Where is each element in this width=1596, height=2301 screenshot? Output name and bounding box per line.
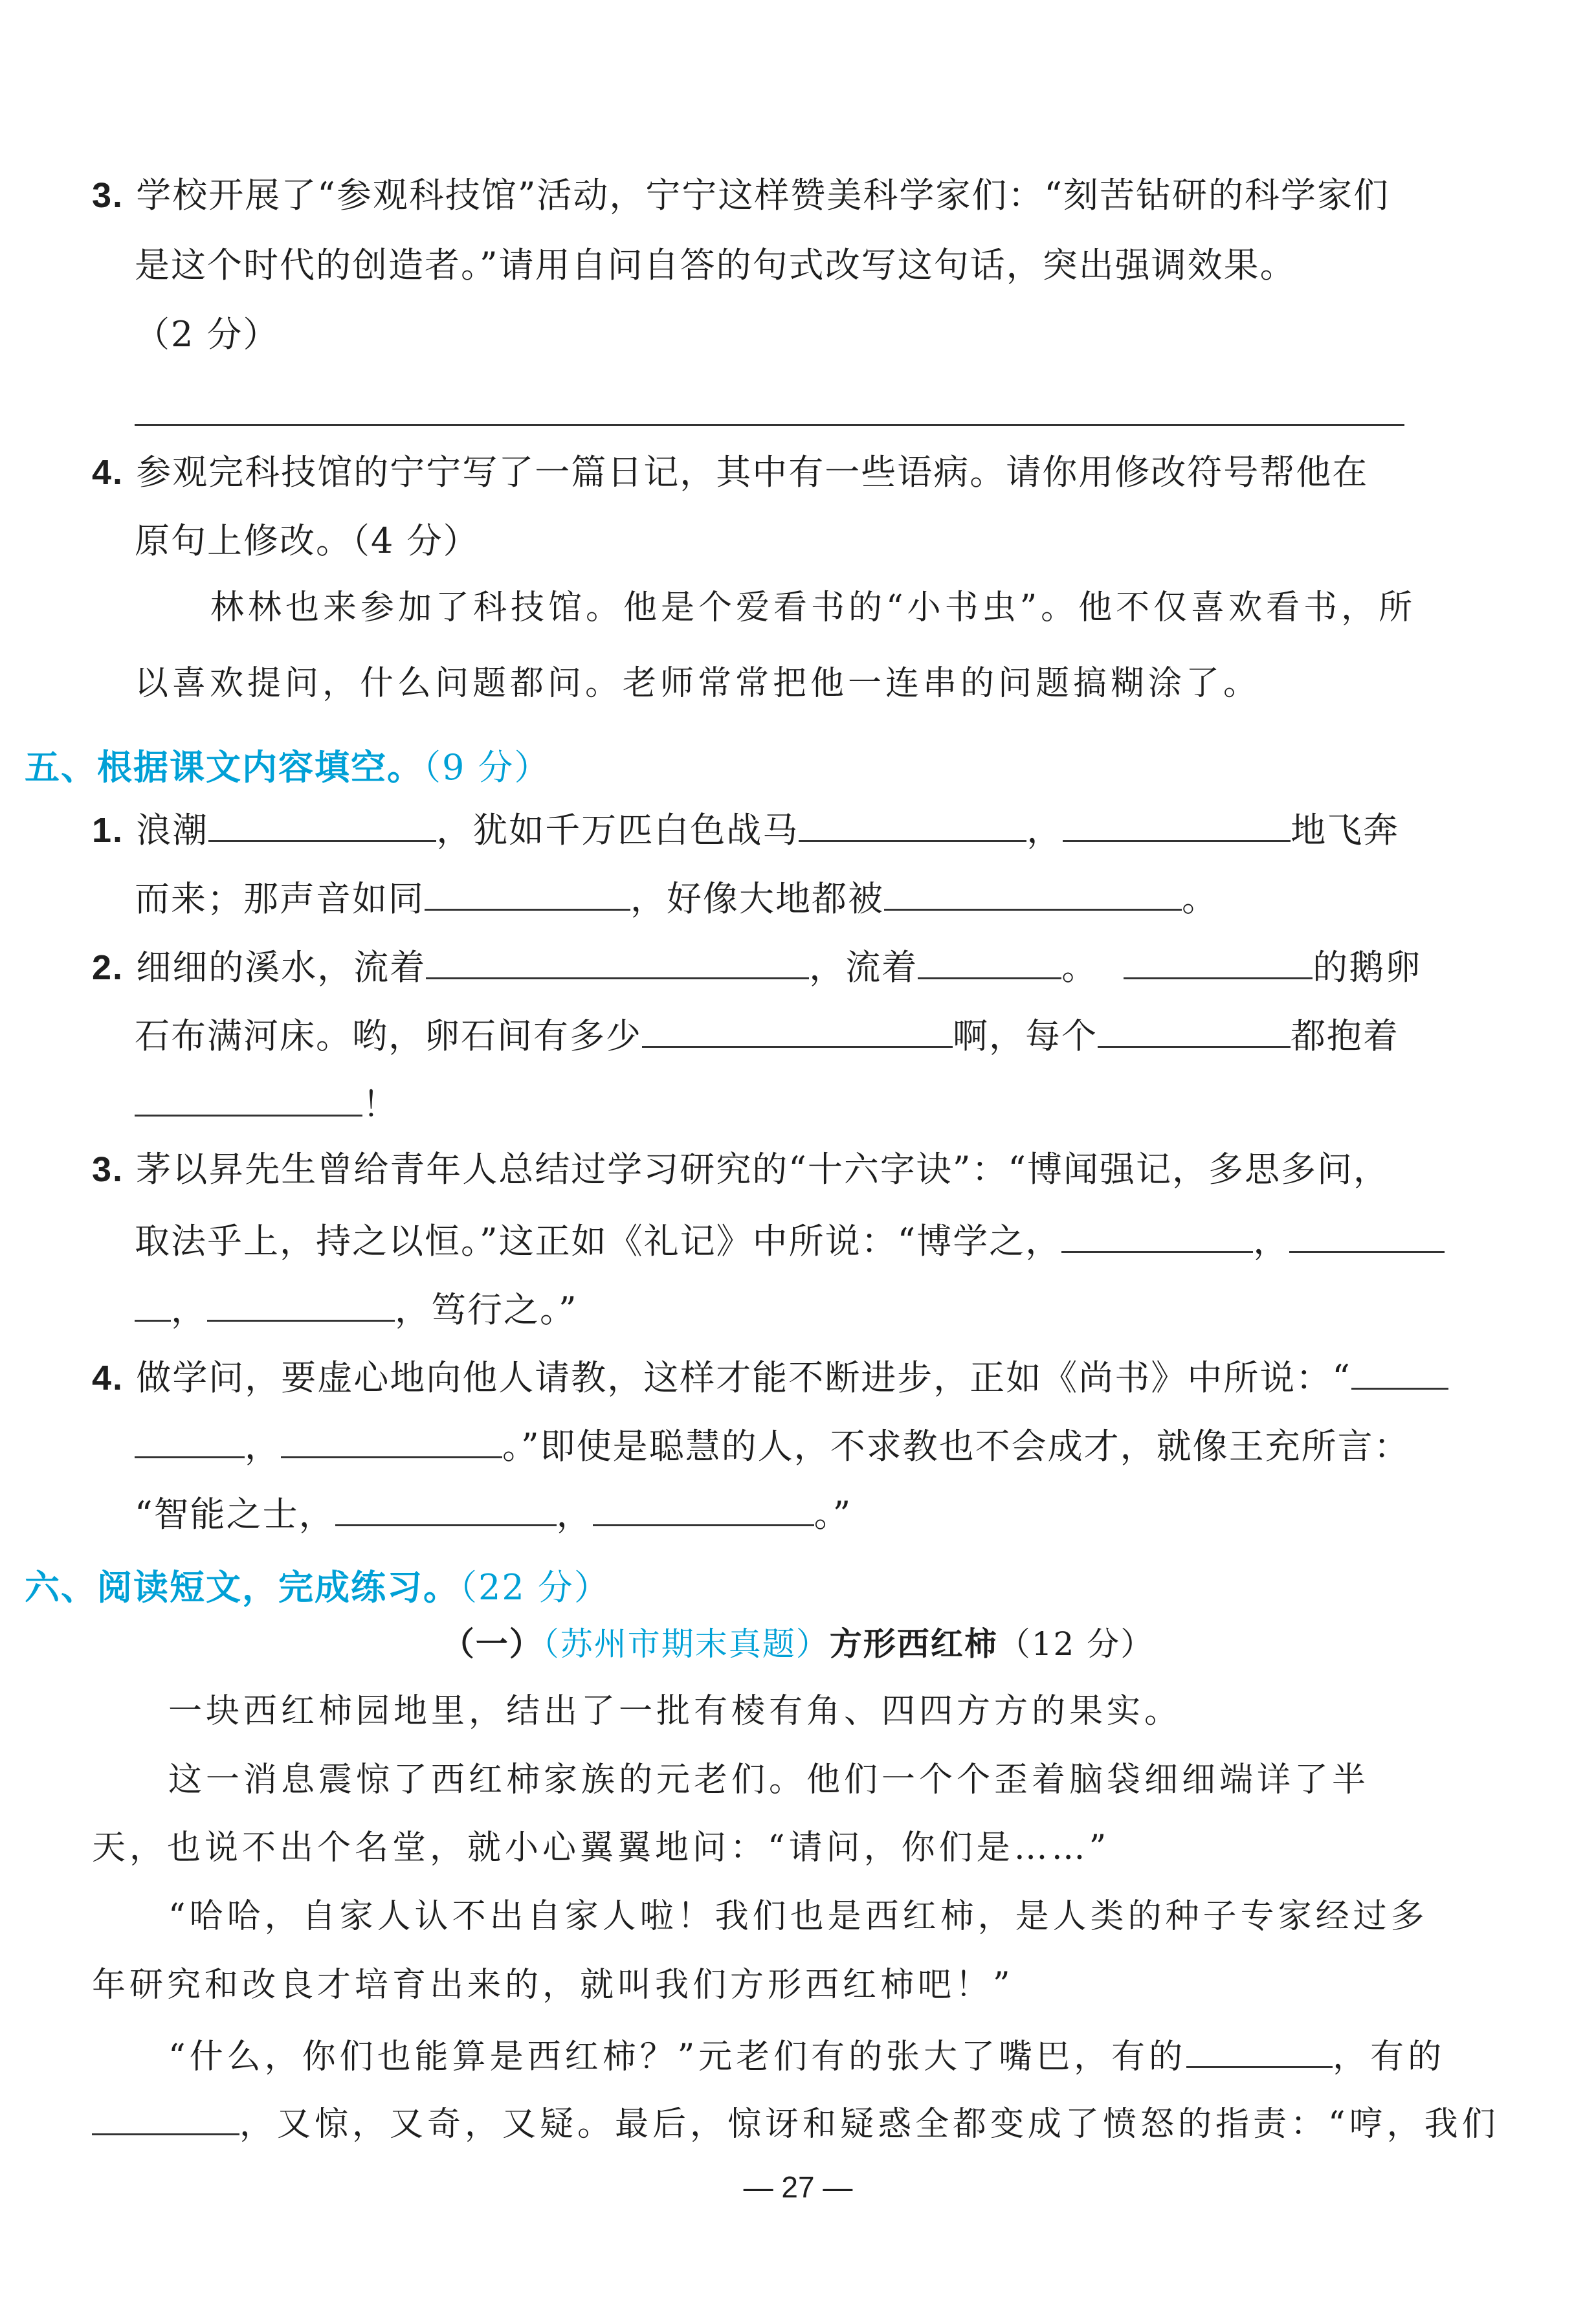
fill-blank[interactable]: [642, 1014, 953, 1048]
text: 取法乎上，持之以恒。”这正如《礼记》中所说：“博学之，: [135, 1221, 1062, 1262]
text: ，: [245, 1426, 281, 1467]
fill-q4-line-1: [92, 1355, 1448, 1397]
fill-blank[interactable]: [1063, 808, 1291, 842]
fill-blank[interactable]: [92, 2101, 239, 2135]
question-number: 3.: [92, 176, 124, 215]
text: ，流着: [809, 947, 918, 988]
section-points: （9 分）: [423, 747, 551, 788]
fill-q3-line-1: [92, 1150, 1390, 1189]
text: 。: [1182, 878, 1218, 919]
text: 都抱着: [1291, 1016, 1399, 1056]
question-4-line-2: 原句上修改。（4 分）: [135, 520, 480, 561]
diary-line-2: 以喜欢提问，什么问题都问。老师常常把他一连串的问题搞糊涂了。: [135, 664, 1261, 703]
passage-source: （苏州市期末真题）: [542, 1625, 830, 1663]
fill-blank[interactable]: [207, 1287, 395, 1322]
fill-blank[interactable]: [1061, 1219, 1253, 1253]
fill-blank[interactable]: [426, 945, 809, 979]
answer-line[interactable]: [135, 424, 1404, 426]
text: ，犹如千万匹白色战马: [436, 810, 799, 850]
text: “什么，你们也能算是西红柿？”元老们有的张大了嘴巴，有的: [168, 2038, 1187, 2076]
fill-q3-line-3: [135, 1287, 578, 1329]
text: 。”即使是聪慧的人，不求教也不会成才，就像王充所言：: [502, 1426, 1410, 1467]
passage-title: 方形西红柿: [829, 1625, 998, 1663]
passage-paragraph-2-line-2: 天，也说不出个名堂，就小心翼翼地问：“请问，你们是……”: [92, 1829, 1111, 1867]
diary-line-1: 林林也来参加了科技馆。他是个爱看书的“小书虫”。他不仅喜欢看书，所: [210, 588, 1417, 627]
text: 做学问，要虚心地向他人请教，这样才能不断进步，正如《尚书》中所说：“: [136, 1357, 1351, 1398]
question-4-line-1: [92, 453, 1368, 492]
question-text: 参观完科技馆的宁宁写了一篇日记，其中有一些语病。请你用修改符号帮他在: [136, 452, 1369, 493]
text: ，: [171, 1289, 207, 1330]
fill-blank[interactable]: [1351, 1355, 1448, 1390]
text: ，: [556, 1494, 593, 1535]
question-number: 3.: [92, 1150, 124, 1189]
text: 。: [1061, 947, 1098, 988]
text: ！: [362, 1084, 399, 1125]
question-3-points: （2 分）: [135, 314, 280, 355]
section-6-heading: [25, 1560, 610, 1610]
fill-blank[interactable]: [1186, 2034, 1333, 2068]
fill-blank[interactable]: [593, 1492, 814, 1526]
fill-blank[interactable]: [799, 808, 1026, 842]
text: 地飞奔: [1291, 810, 1400, 850]
question-3-line-1: [92, 176, 1390, 215]
section-title: 五、根据课文内容填空。: [25, 747, 423, 788]
fill-blank[interactable]: [281, 1424, 502, 1458]
passage-index: （一）: [441, 1625, 543, 1663]
question-number: 2.: [92, 948, 124, 987]
text: ，又惊，又奇，又疑。最后，惊讶和疑惑全都变成了愤怒的指责：“哼，我们: [239, 2105, 1500, 2144]
fill-q4-line-3: [135, 1492, 852, 1534]
question-number: 4.: [92, 453, 124, 492]
text: 的鹅卵: [1313, 947, 1422, 988]
passage-paragraph-4-line-2: [92, 2101, 1500, 2144]
text: 茅以昇先生曾给青年人总结过学习研究的“十六字诀”：“博闻强记，多思多问，: [136, 1149, 1390, 1190]
fill-q2-line-3: [135, 1082, 399, 1124]
passage-paragraph-2-line-1: 这一消息震惊了西红柿家族的元老们。他们一个个歪着脑袋细细端详了半: [168, 1761, 1370, 1799]
text: 细细的溪水，流着: [136, 947, 427, 988]
question-number: 1.: [92, 811, 124, 850]
question-3-line-2: 是这个时代的创造者。”请用自问自答的句式改写这句话，突出强调效果。: [135, 245, 1296, 285]
fill-blank[interactable]: [335, 1492, 557, 1526]
fill-q1-line-1: [92, 808, 1399, 850]
fill-blank[interactable]: [135, 1287, 171, 1322]
text: 浪潮: [136, 810, 209, 850]
passage-paragraph-3-line-1: “哈哈，自家人认不出自家人啦！我们也是西红柿，是人类的种子专家经过多: [168, 1897, 1428, 1936]
section-title: 六、阅读短文，完成练习。: [25, 1567, 460, 1608]
question-number: 4.: [92, 1359, 124, 1397]
fill-blank[interactable]: [208, 808, 436, 842]
text: ，笃行之。”: [395, 1289, 578, 1330]
fill-q2-line-1: [92, 945, 1421, 987]
fill-q2-line-2: [135, 1014, 1399, 1056]
fill-q4-line-2: [135, 1424, 1410, 1466]
fill-blank[interactable]: [918, 945, 1061, 979]
text: ，: [1253, 1221, 1290, 1262]
fill-blank[interactable]: [135, 1082, 362, 1117]
fill-q3-line-2: [135, 1219, 1445, 1261]
text: ，好像大地都被: [630, 878, 884, 919]
text: 而来；那声音如同: [135, 878, 425, 919]
passage-paragraph-4-line-1: [168, 2034, 1445, 2076]
passage-paragraph-1: 一块西红柿园地里，结出了一批有棱有角、四四方方的果实。: [168, 1692, 1182, 1731]
fill-blank[interactable]: [1124, 945, 1313, 979]
text: 啊，每个: [953, 1016, 1098, 1056]
section-points: （22 分）: [460, 1567, 610, 1608]
fill-blank[interactable]: [884, 876, 1182, 911]
page-number: — 27 —: [743, 2170, 853, 2204]
text: ，有的: [1333, 2038, 1446, 2076]
text: 。”: [814, 1494, 852, 1535]
passage-points: （12 分）: [997, 1625, 1155, 1663]
text: “智能之士，: [135, 1494, 335, 1535]
passage-heading: [0, 1625, 1596, 1663]
fill-q1-line-2: [135, 876, 1218, 918]
question-text: 学校开展了“参观科技馆”活动，宁宁这样赞美科学家们：“刻苦钻研的科学家们: [136, 175, 1390, 216]
fill-blank[interactable]: [425, 876, 630, 911]
text: 石布满河床。哟，卵石间有多少: [135, 1016, 642, 1056]
fill-blank[interactable]: [1098, 1014, 1291, 1048]
passage-paragraph-3-line-2: 年研究和改良才培育出来的，就叫我们方形西红柿吧！”: [92, 1966, 1014, 2005]
section-5-heading: [25, 740, 551, 790]
fill-blank[interactable]: [135, 1424, 245, 1458]
text: ，: [1026, 810, 1063, 850]
fill-blank[interactable]: [1289, 1219, 1445, 1253]
